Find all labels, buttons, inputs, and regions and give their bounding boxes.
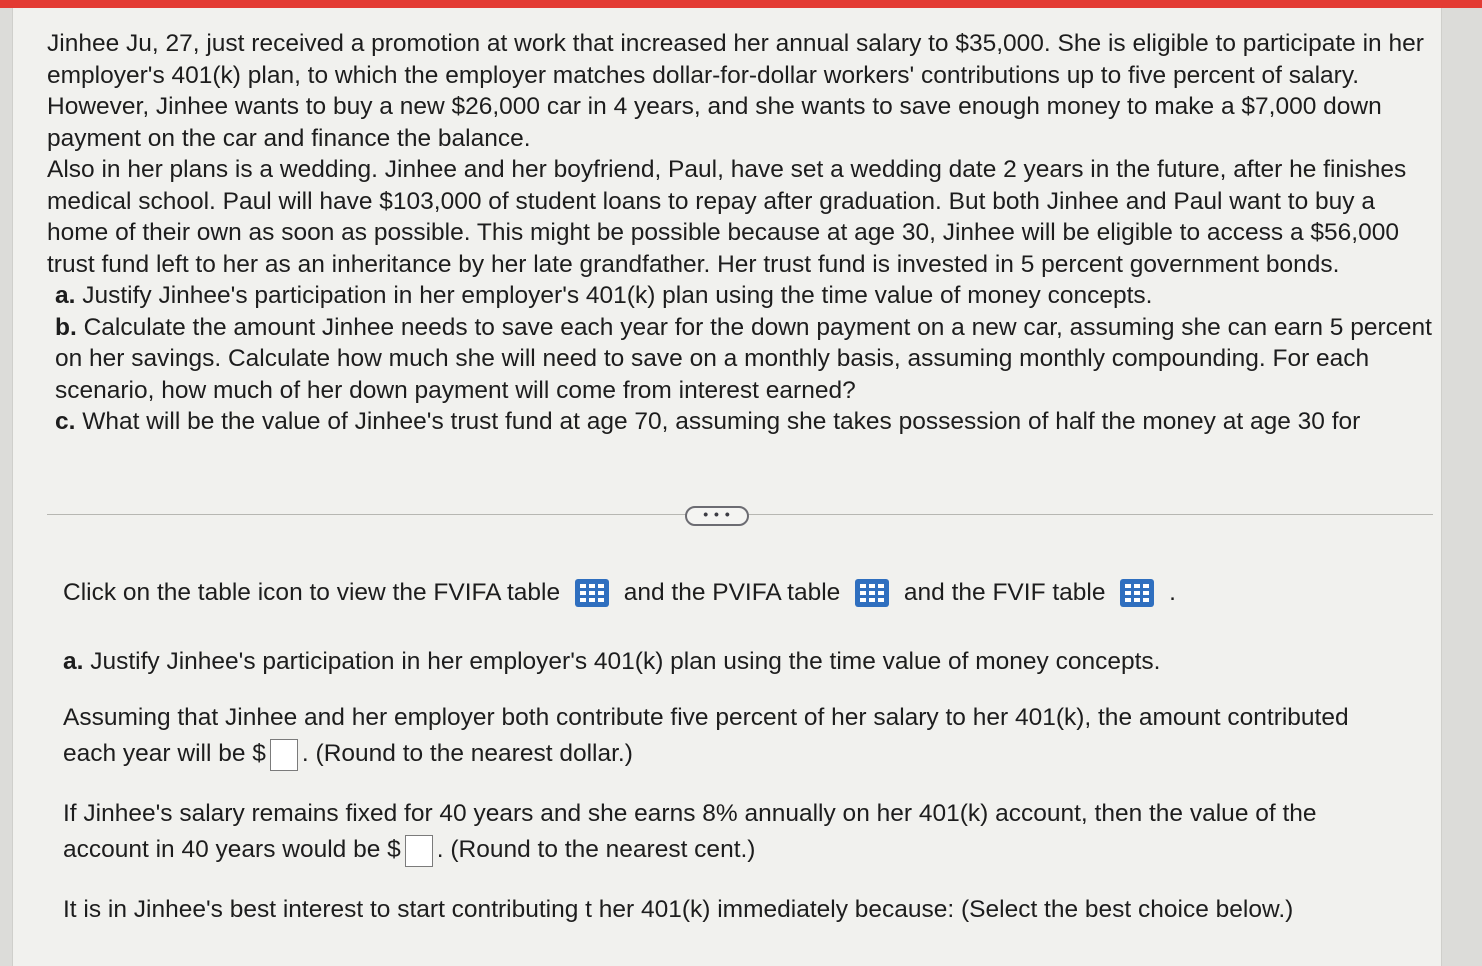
fvif-table-text: and the FVIF table [903, 578, 1106, 606]
fvifa-table-icon[interactable] [575, 579, 609, 607]
pvifa-table-icon[interactable] [855, 579, 889, 607]
pvifa-table-text: and the PVIFA table [623, 578, 841, 606]
question-panel [12, 8, 1442, 966]
question-2-line-2 [63, 832, 1423, 868]
table-intro-text: Click on the table icon to view the FVIFA table [63, 578, 561, 606]
question-3-text: It is in Jinhee's best interest to start contributing t her 401(k) immediately because: (Select the best choice below.) [63, 896, 1294, 923]
part-a-text: Justify Jinhee's participation in her employer's 401(k) plan using the time value of money concepts. [82, 282, 1153, 309]
problem-paragraph-2: Also in her plans is a wedding. Jinhee and her boyfriend, Paul, have set a wedding date 2 years in the future, after he finishes medical school. Paul will have $103,000 of student loans to repay after graduation. But both Jinhee and Paul want to buy a home of their own as soon as possible. This might be possible because at age 30, Jinhee will be eligible to access a $56,000 trust fund left to her as an inheritance by her late grandfather. Her trust fund is invested in 5 percent government bonds. [47, 156, 1407, 278]
part-b-text: Calculate the amount Jinhee needs to save each year for the down payment on a new car, assuming she can earn 5 percent on her savings. Calculate how much she will need to save on a monthly basis, assuming monthly compounding. For each scenario, how much of her down payment will come from interest earned? [55, 313, 1432, 404]
problem-part-b [55, 312, 1435, 407]
account-value-input[interactable] [405, 835, 433, 867]
problem-part-a [55, 280, 1435, 312]
question-part-a [63, 644, 1423, 680]
question-1-line-2 [63, 736, 1423, 772]
part-a-letter: a. [55, 282, 76, 309]
problem-paragraph-1: Jinhee Ju, 27, just received a promotion at work that increased her annual salary to $35,000. She is eligible to participate in her employer's 401(k) plan, to which the employer matches dollar-for-dollar workers' contributions up to five percent of salary. However, Jinhee wants to buy a new $26,000 car in 4 years, and she wants to save enough money to make a $7,000 down payment on the car and finance the balance. [47, 30, 1424, 152]
question-part-a-letter: a. [63, 648, 84, 675]
question-part-a-text: Justify Jinhee's participation in her employer's 401(k) plan using the time value of money concepts. [90, 648, 1161, 675]
expand-more-button[interactable]: • • • [685, 506, 749, 526]
question-1-line-1: Assuming that Jinhee and her employer both contribute five percent of her salary to her 401(k), the amount contributed [63, 704, 1349, 731]
question-area [63, 644, 1423, 928]
table-links [63, 576, 1176, 609]
problem-statement [47, 28, 1435, 438]
question-1-prefix: each year will be $ [63, 740, 266, 767]
annual-contribution-input[interactable] [270, 739, 298, 771]
table-line-end: . [1169, 578, 1176, 606]
question-2-suffix: . (Round to the nearest cent.) [436, 836, 756, 863]
top-accent-bar [0, 0, 1482, 8]
part-c-text: What will be the value of Jinhee's trust fund at age 70, assuming she takes possession of half the money at age 30 for [82, 408, 1361, 435]
problem-part-c [55, 406, 1435, 438]
part-c-letter: c. [55, 408, 76, 435]
question-1-suffix: . (Round to the nearest dollar.) [301, 740, 633, 767]
question-2-line-1: If Jinhee's salary remains fixed for 40 years and she earns 8% annually on her 401(k) account, then the value of the [63, 800, 1317, 827]
part-b-letter: b. [55, 313, 77, 341]
question-2-prefix: account in 40 years would be $ [63, 836, 401, 863]
fvif-table-icon[interactable] [1120, 579, 1154, 607]
